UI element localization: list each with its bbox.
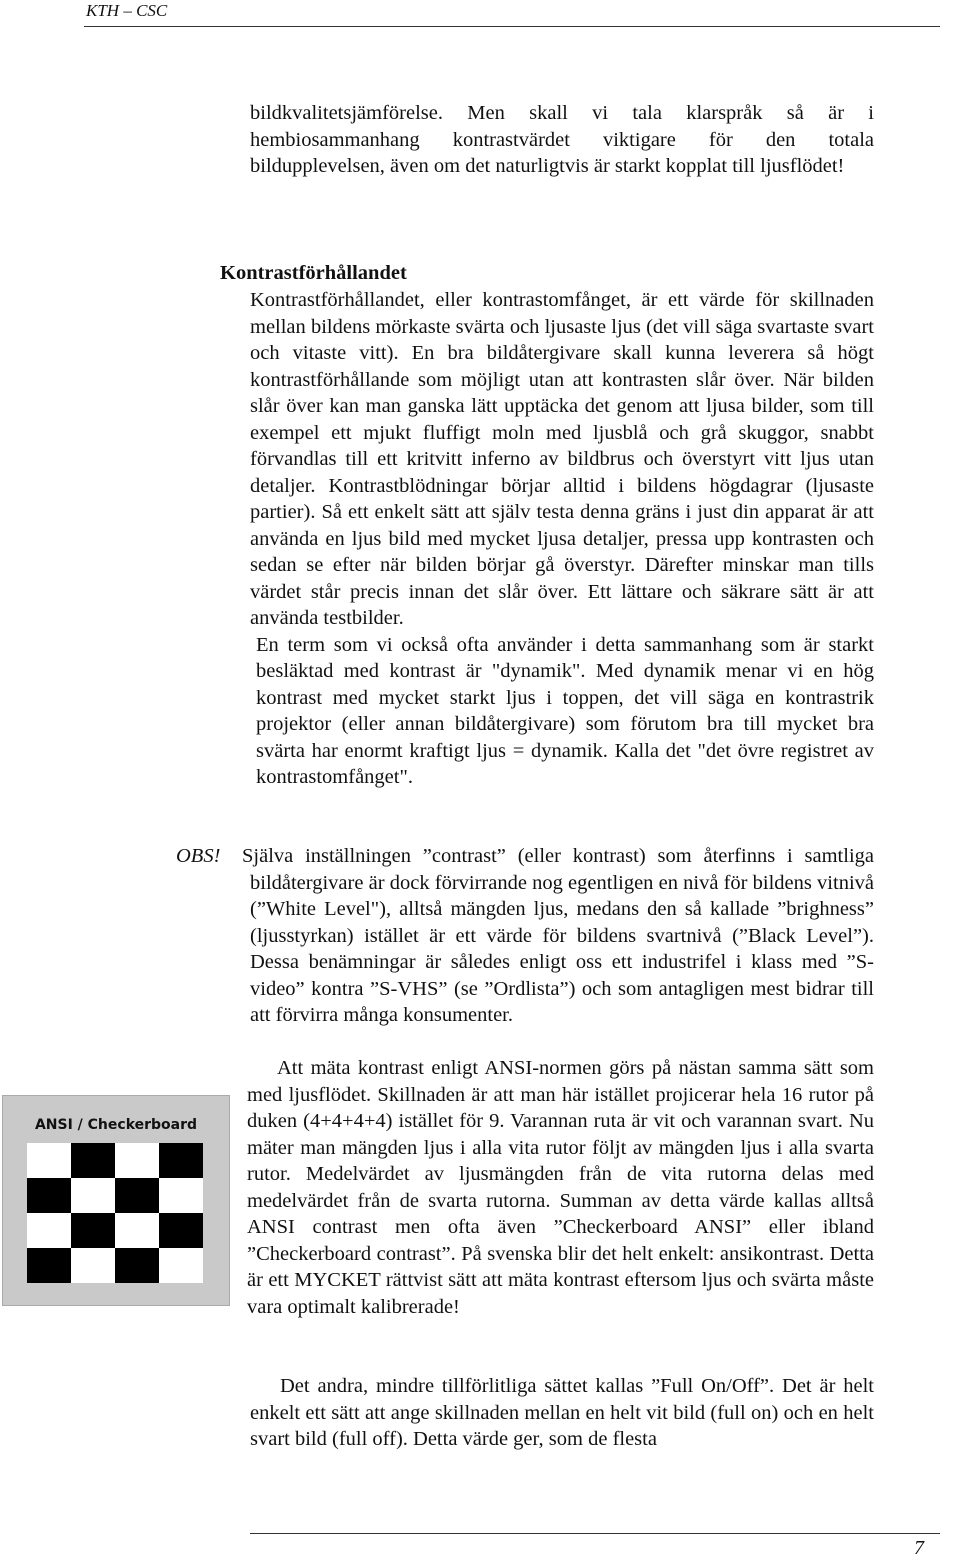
- full-on-off-block: [250, 1373, 874, 1453]
- contrast-section-body: [250, 287, 874, 791]
- checker-cell-black: [115, 1178, 159, 1213]
- checker-cell-black: [27, 1178, 71, 1213]
- ansi-block: [247, 1055, 874, 1320]
- obs-block: [242, 843, 874, 1029]
- checker-cell-white: [159, 1178, 203, 1213]
- section-heading: Kontrastförhållandet: [220, 262, 407, 284]
- checker-cell-black: [159, 1213, 203, 1248]
- checker-cell-black: [71, 1213, 115, 1248]
- obs-label: OBS!: [176, 845, 221, 867]
- checker-cell-white: [71, 1248, 115, 1283]
- checker-cell-black: [27, 1248, 71, 1283]
- contrast-paragraph-2: En term som vi också ofta använder i detta sammanhang som är starkt besläktad med kontrast är "dynamik". Med dynamik menar vi en hög kontrast med mycket starkt ljus i toppen, det vill säga en kontrastrik projektor (eller annan bildåtergivare) som förutom bra till mycket bra svärta har enormt kraftigt ljus = dynamik. Kalla det "det övre registret av kontrastomfånget".: [256, 633, 874, 788]
- page-number: 7: [914, 1537, 924, 1559]
- obs-paragraph: Själva inställningen ”contrast” (eller kontrast) som återfinns i samtliga bildåtergivare är dock förvirrande nog egentligen en nivå för bildens vitnivå (”White Level"), alltså mängden ljus, medans den så kallade ”brighness” (ljusstyrkan) istället är ett värde för bildens svartnivå (”Black Level”). Dessa benämningar är således enligt oss ett industrifel i klass med ”S-video” kontra ”S-VHS” (se ”Ordlista”) och som antagligen mest bidrar till att förvirra många konsumenter.: [242, 845, 874, 1026]
- checker-cell-black: [115, 1248, 159, 1283]
- intro-paragraph: bildkvalitetsjämförelse. Men skall vi tala klarspråk så är i hembiosammanhang kontrastvärdet viktigare för den totala bildupplevelsen, även om det naturligtvis är starkt kopplat till ljusflödet!: [250, 102, 874, 177]
- full-on-off-paragraph: Det andra, mindre tillförlitliga sättet kallas ”Full On/Off”. Det är helt enkelt ett sätt att ange skillnaden mellan en helt vit bild (full on) och en helt svart bild (full off). Detta värde ger, som de flesta: [250, 1375, 874, 1450]
- checkerboard-pattern: [27, 1143, 203, 1283]
- page-header: KTH – CSC: [86, 1, 168, 20]
- footer-divider: [250, 1533, 940, 1534]
- ansi-checkerboard-figure: [2, 1095, 230, 1306]
- checker-cell-black: [71, 1143, 115, 1178]
- checker-cell-white: [115, 1143, 159, 1178]
- checker-cell-white: [27, 1213, 71, 1248]
- header-divider: [84, 26, 940, 27]
- checker-cell-white: [115, 1213, 159, 1248]
- checker-cell-white: [159, 1248, 203, 1283]
- checker-cell-white: [27, 1143, 71, 1178]
- figure-title: ANSI / Checkerboard: [34, 1117, 198, 1133]
- intro-paragraph-block: [250, 100, 874, 180]
- checker-cell-white: [71, 1178, 115, 1213]
- contrast-paragraph-1: Kontrastförhållandet, eller kontrastomfånget, är ett värde för skillnaden mellan bildens mörkaste svärta och ljusaste ljus (det vill säga svartaste svart och vitaste vitt). En bra bildåtergivare skall kunna leverera så högt kontrastförhållande som möjligt utan att kontrasten slår över. När bilden slår över kan man ganska lätt upptäcka det genom att ljusa bilder, som till exempel ett mjukt fluffigt moln med ljusblå och grå skuggor, snabbt förvandlas till ett kritvitt inferno av bildbrus och överstyrt vitt ljus utan detaljer. Kontrastblödningar börjar alltid i bildens högdagrar (ljusaste partier). Så ett enkelt sätt att själv testa denna gräns i just din apparat är att använda en ljus bild med mycket ljusa detaljer, pressa upp kontrasten och sedan se efter när bilden börjar gå överstyr. Därefter minskar man tills värdet står precis innan det slår över. Ett lättare och säkrare sätt är att använda testbilder.: [250, 289, 874, 629]
- ansi-paragraph: Att mäta kontrast enligt ANSI-normen görs på nästan samma sätt som med ljusflödet. Skillnaden är att man här istället projicerar hela 16 rutor på duken (4+4+4+4) istället för 9. Varannan ruta är vit och varannan svart. Nu mäter man mängden ljus i alla vita rutor följt av mängden ljus i alla svarta rutor. Medelvärdet av ljusmängden från de vita rutorna delas med medelvärdet från de svarta rutorna. Summan av detta värde kallas alltså ANSI contrast men ofta även ”Checkerboard ANSI” eller ibland ”Checkerboard contrast”. På svenska blir det helt enkelt: ansikontrast. Detta är ett MYCKET rättvist sätt att mäta kontrast eftersom ljus och svärta måste vara optimalt kalibrerade!: [247, 1057, 874, 1318]
- checker-cell-black: [159, 1143, 203, 1178]
